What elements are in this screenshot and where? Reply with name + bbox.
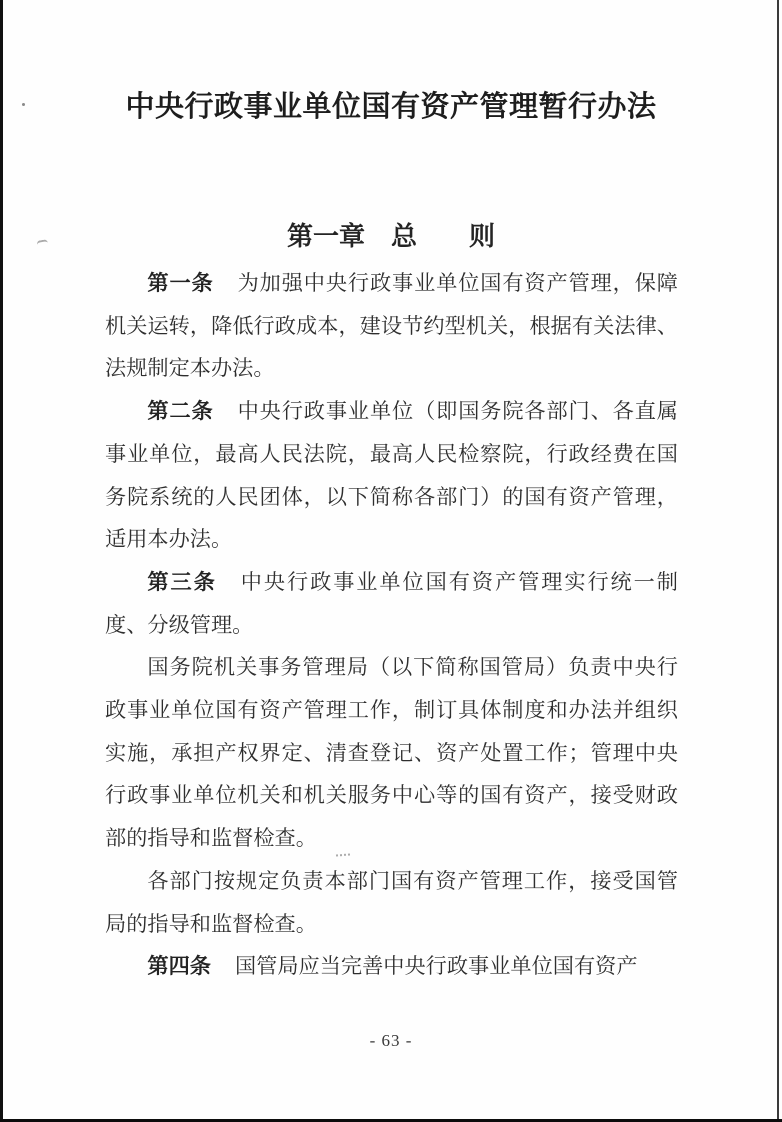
chapter-heading: 第一章 总 则 <box>286 222 495 251</box>
article-term: 第二条 <box>147 399 214 424</box>
line-text: 政事业单位国有资产管理工作，制订具体制度和办法并组织 <box>105 698 678 723</box>
paragraph-line <box>105 774 678 817</box>
article-paragraph <box>105 561 678 646</box>
line-text: 中央行政事业单位（即国务院各部门、各直属 <box>237 399 678 424</box>
paragraph-line <box>105 817 678 860</box>
line-text: 国管局应当完善中央行政事业单位国有资产 <box>234 954 638 979</box>
line-text: 局的指导和监督检查。 <box>105 911 317 936</box>
article-term: 第一条 <box>147 271 214 295</box>
article-paragraph <box>105 860 678 945</box>
paragraph-line <box>105 262 678 305</box>
article-paragraph <box>105 945 678 988</box>
paragraph-line <box>105 518 678 561</box>
line-text: 国务院机关事务管理局（以下简称国管局）负责中央行 <box>147 655 678 680</box>
document-body <box>105 262 678 988</box>
line-text: 为加强中央行政事业单位国有资产管理，保障 <box>237 271 678 295</box>
paragraph-line <box>105 476 678 519</box>
article-term: 第三条 <box>147 569 217 594</box>
document-title: 中央行政事业单位国有资产管理暂行办法 <box>125 91 657 123</box>
paragraph-line <box>105 860 678 903</box>
article-paragraph <box>105 390 678 561</box>
paragraph-line <box>105 604 678 647</box>
line-text: 部的指导和监督检查。 <box>105 826 317 851</box>
line-text: 中央行政事业单位国有资产管理实行统一制 <box>240 569 678 594</box>
line-text: 各部门按规定负责本部门国有资产管理工作，接受国管 <box>147 868 678 893</box>
line-text: 事业单位，最高人民法院，最高人民检察院，行政经费在国 <box>105 441 678 466</box>
line-text: 适用本办法。 <box>105 527 233 552</box>
paragraph-line <box>105 689 678 732</box>
article-paragraph <box>105 646 678 860</box>
line-text: 实施，承担产权界定、清查登记、资产处置工作；管理中央 <box>105 740 678 765</box>
paragraph-line <box>105 903 678 946</box>
paragraph-line <box>105 347 678 390</box>
paragraph-line <box>105 732 678 775</box>
paragraph-line <box>105 390 678 433</box>
line-text: 法规制定本办法。 <box>105 356 275 381</box>
scan-edge-right <box>777 0 779 1122</box>
paragraph-line <box>105 305 678 348</box>
article-term: 第四条 <box>147 954 211 979</box>
line-text: 务院系统的人民团体，以下简称各部门）的国有资产管理， <box>105 484 678 509</box>
line-text: 行政事业单位机关和机关服务中心等的国有资产，接受财政 <box>105 783 678 808</box>
article-paragraph <box>105 262 678 390</box>
paragraph-line <box>105 433 678 476</box>
line-text: 度、分级管理。 <box>105 612 254 637</box>
page-number: - 63 - <box>369 1031 413 1050</box>
paragraph-line <box>105 561 678 604</box>
scan-edge-left <box>0 0 3 1122</box>
paragraph-line <box>105 945 678 988</box>
paragraph-line <box>105 646 678 689</box>
line-text: 机关运转，降低行政成本，建设节约型机关，根据有关法律、 <box>105 313 678 338</box>
